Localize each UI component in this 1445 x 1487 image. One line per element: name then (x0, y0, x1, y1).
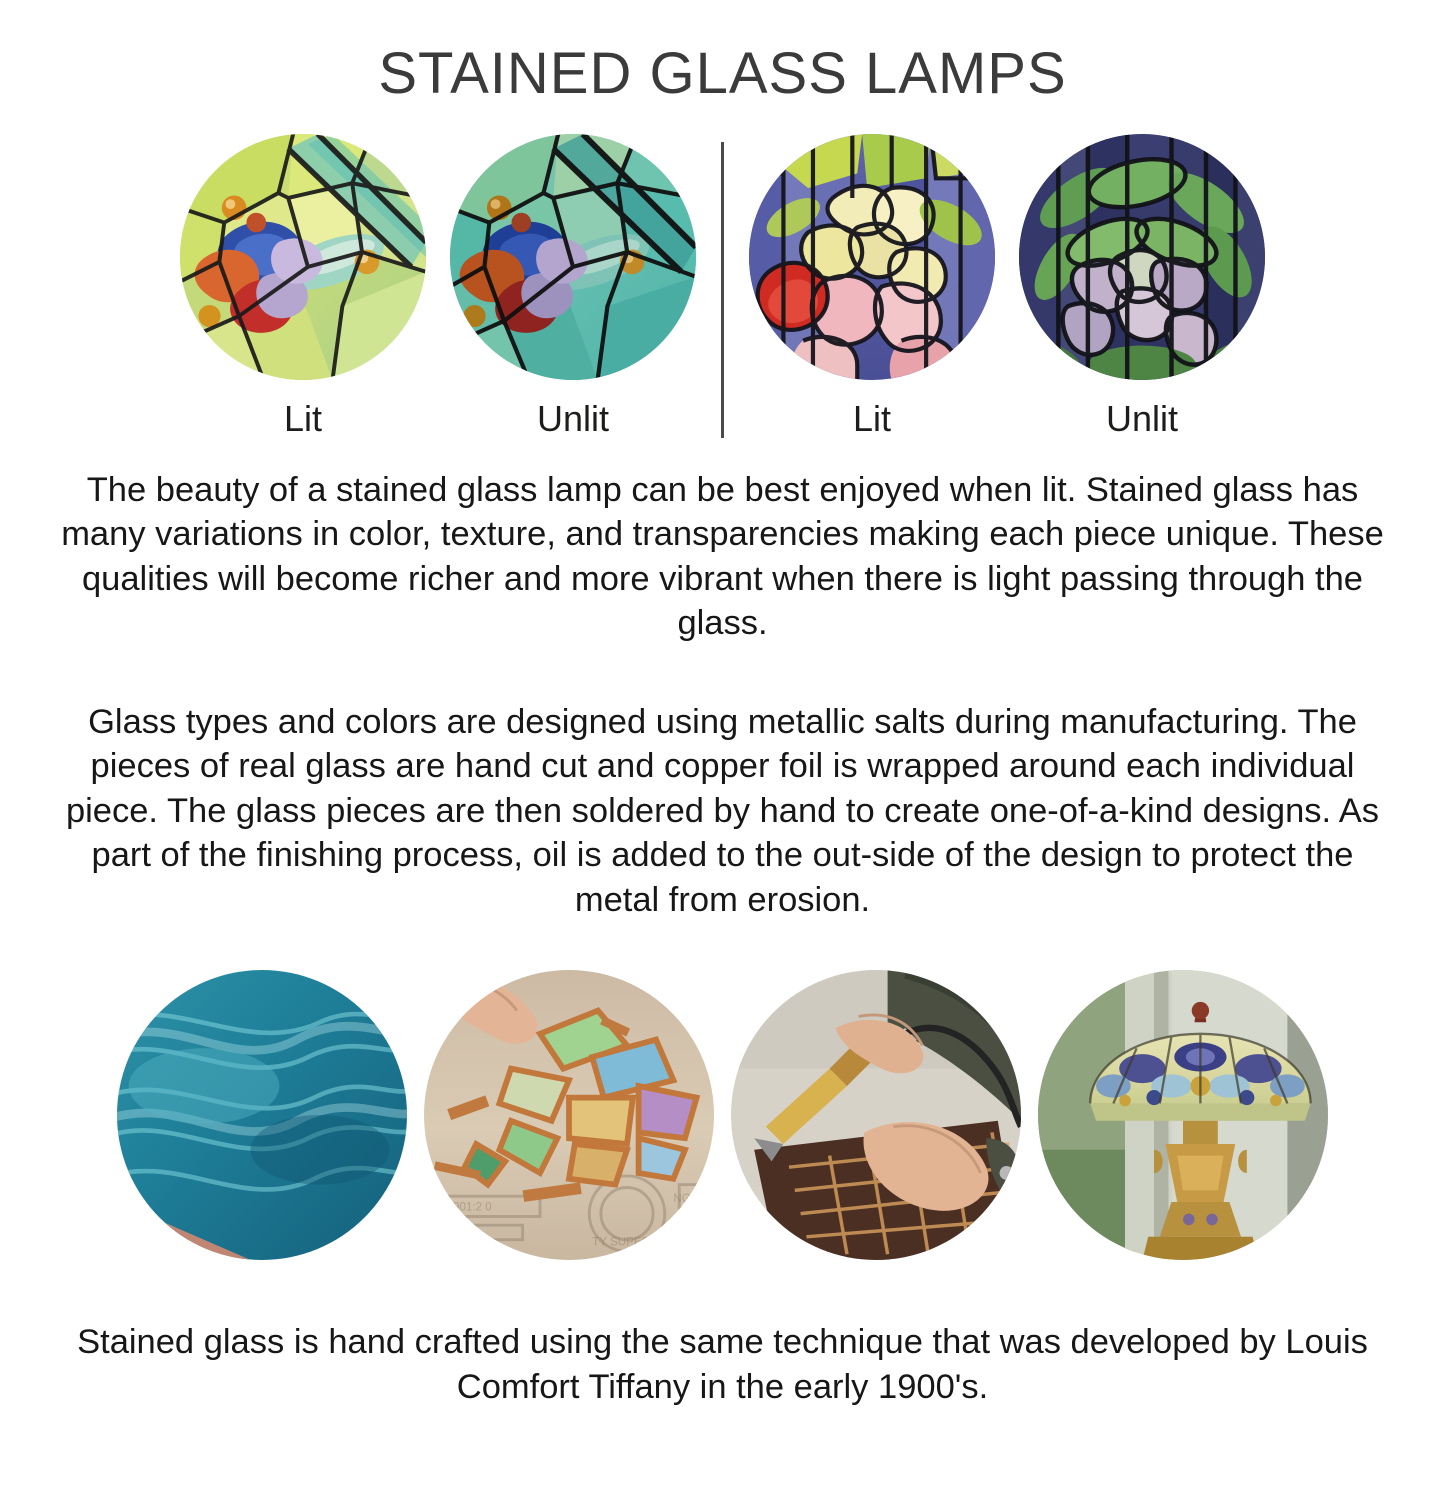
blue-glass-sheet-photo-icon (117, 970, 407, 1260)
stained-glass-info-graphic (0, 42, 1445, 1487)
swatch-caption: Lit (852, 397, 892, 439)
swatch-caption: Lit (283, 397, 323, 439)
svg-text:NG: NG (673, 1192, 691, 1206)
paragraph-manufacturing: Glass types and colors are designed using metallic salts during manufacturing. The pieces of real glass are hand cut and copper foil is wrapped around each individual piece. The glass pieces are then soldered by hand to create one-of-a-kind designs. As part of the finishing process, oil is added to the out-side of the design to protect the metal from erosion. (65, 702, 1380, 919)
comparison-group-a (177, 134, 699, 440)
svg-text:901:2 0: 901:2 0 (453, 1200, 492, 1214)
swatch-cell-unlit-b (1016, 134, 1268, 440)
stained-glass-lit-swatch-b-icon (749, 134, 995, 380)
swatch-cell-lit-b (746, 134, 998, 440)
process-photo-row (0, 970, 1445, 1260)
hand-soldering-photo-icon (731, 970, 1021, 1260)
swatch-cell-lit-a (177, 134, 429, 440)
paragraph-tiffany-technique: Stained glass is hand crafted using the same technique that was developed by Louis Comfort Tiffany in the early 1900's. (77, 1323, 1368, 1406)
comparison-group-b (746, 134, 1268, 440)
page-title: STAINED GLASS LAMPS (378, 41, 1067, 106)
swatch-cell-unlit-a (447, 134, 699, 440)
svg-text:TY SUPER QU: TY SUPER QU (592, 1235, 671, 1249)
stained-glass-unlit-swatch-a-icon (450, 134, 696, 380)
copper-foil-cut-glass-photo-icon (424, 970, 714, 1260)
finished-tiffany-lamp-photo-icon (1038, 970, 1328, 1260)
paragraph-lit-beauty: The beauty of a stained glass lamp can be best enjoyed when lit. Stained glass has many variations in color, texture, and transparencies making each piece unique. These qualities will become richer and more vibrant when there is light passing through the glass. (61, 470, 1384, 643)
stained-glass-unlit-swatch-b-icon (1019, 134, 1265, 380)
comparison-row (0, 134, 1445, 440)
stained-glass-lit-swatch-a-icon (180, 134, 426, 380)
swatch-caption: Unlit (536, 397, 610, 439)
swatch-caption: Unlit (1105, 397, 1179, 439)
comparison-divider (721, 142, 724, 438)
